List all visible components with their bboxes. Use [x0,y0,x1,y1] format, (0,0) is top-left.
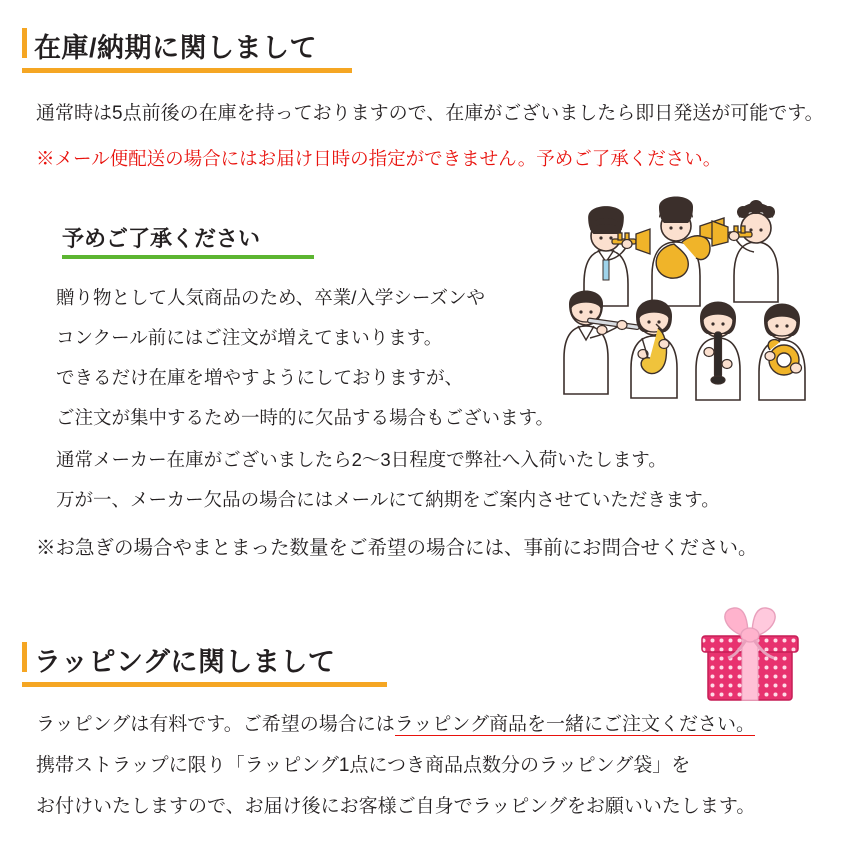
pink-gift-box-illustration [690,600,810,710]
wrapping-line-1 [36,704,755,745]
stock-block-a [56,278,554,438]
stock-block-a-line-4: ご注文が集中するため一時的に欠品する場合もございます。 [56,407,555,428]
section-heading-stock [22,26,317,73]
school-band-students-illustration [548,196,824,426]
section-heading-wrapping [22,640,335,687]
subsection-heading-label: 予めご了承ください [62,226,261,251]
heading-accent-bar-left [22,28,27,58]
heading-accent-bar-bottom [22,68,352,73]
stock-paragraph-2-alert: ※メール便配送の場合にはお届け日時の指定ができません。予めご了承ください。 [36,148,722,169]
stock-paragraph-1: 通常時は5点前後の在庫を持っておりますので、在庫がございましたら即日発送が可能です。 [36,103,824,124]
stock-block-a-line-2: コンクール前にはご注文が増えてまいります。 [56,327,443,348]
subheading-accent-bar [62,255,314,259]
stock-block-b-line-2: 万が一、メーカー欠品の場合にはメールにて納期をご案内させていただきます。 [56,489,720,510]
stock-block-a-line-3: できるだけ在庫を増やすようにしておりますが、 [56,367,464,388]
stock-block-a-line-1: 贈り物として人気商品のため、卒業/入学シーズンや [56,287,485,308]
wrapping-line-1-part-a: ラッピングは有料です。ご希望の場合には [36,714,395,735]
heading-accent-bar-bottom [22,682,387,687]
stock-block-b [56,440,720,520]
wrapping-block [36,704,755,827]
section-heading-stock-label: 在庫/納期に関しまして [34,33,318,63]
heading-accent-bar-left [22,642,27,672]
stock-block-b-line-1: 通常メーカー在庫がございましたら2〜3日程度で弊社へ入荷いたします。 [56,449,667,470]
subsection-heading-acknowledge [62,222,260,259]
section-heading-wrapping-label: ラッピングに関しまして [34,647,336,677]
wrapping-line-2: 携帯ストラップに限り「ラッピング1点につき商品点数分のラッピング袋」を [36,755,691,776]
wrapping-line-1-part-b-underlined: ラッピング商品を一緒にご注文ください。 [394,714,755,735]
stock-urgent-note: ※お急ぎの場合やまとまった数量をご希望の場合には、事前にお問合せください。 [36,537,758,559]
wrapping-line-3: お付けいたしますので、お届け後にお客様ご自身でラッピングをお願いいたします。 [36,796,756,817]
